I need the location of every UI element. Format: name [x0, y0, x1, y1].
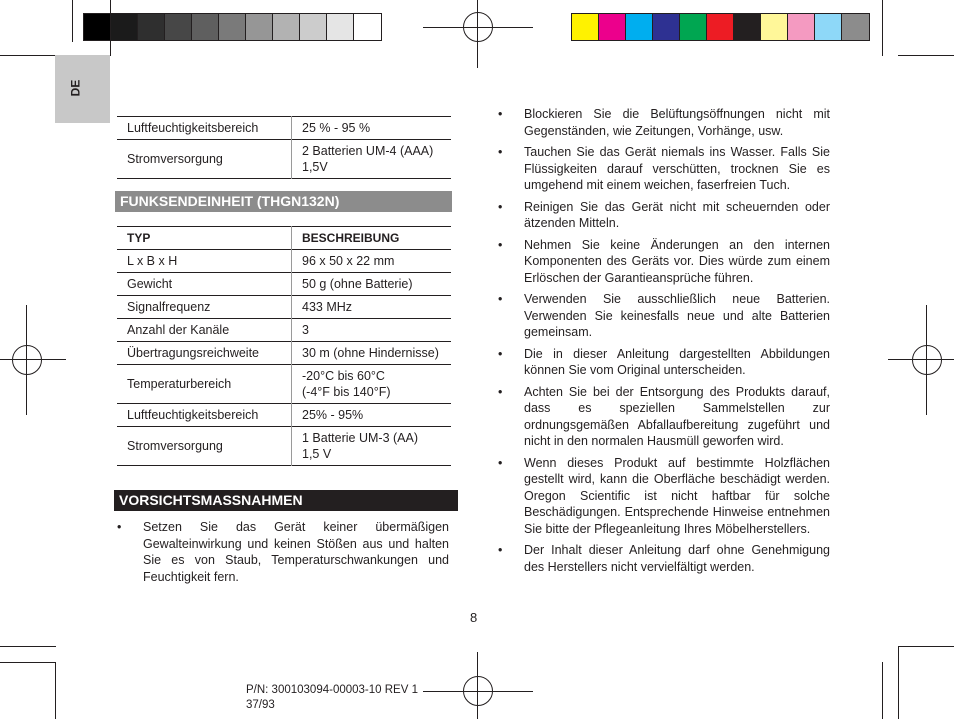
spec-value: 96 x 50 x 22 mm	[302, 254, 395, 268]
table-row	[117, 365, 451, 404]
color-swatch	[788, 14, 815, 40]
table-row	[117, 427, 451, 466]
crop-mark	[0, 646, 56, 647]
color-swatch	[761, 14, 788, 40]
spec-label: Luftfeuchtigkeitsbereich	[117, 404, 292, 427]
crop-mark	[72, 0, 73, 42]
bullet: •	[498, 107, 503, 121]
crop-mark	[55, 662, 56, 719]
column-header-description: BESCHREIBUNG	[302, 231, 400, 245]
crop-mark	[882, 0, 883, 56]
color-swatch	[354, 14, 381, 40]
spec-value: 30 m (ohne Hindernisse)	[302, 346, 439, 360]
spec-label: Luftfeuchtigkeitsbereich	[117, 117, 292, 140]
table-row	[117, 273, 451, 296]
color-swatch	[707, 14, 734, 40]
language-tab	[55, 55, 110, 123]
crop-mark	[477, 652, 478, 719]
spec-value	[292, 427, 452, 466]
spec-value-line: -20°C bis 60°C	[302, 369, 385, 383]
spec-label: Anzahl der Kanäle	[117, 319, 292, 342]
column-header-type: TYP	[117, 227, 292, 250]
crop-mark	[898, 55, 954, 56]
list-item	[498, 291, 830, 341]
spec-label: Stromversorgung	[117, 427, 292, 466]
section-heading-sensor: FUNKSENDEINHEIT (THGN132N)	[115, 191, 452, 212]
crop-mark	[888, 359, 954, 360]
grayscale-color-bar	[83, 13, 382, 41]
color-swatch	[572, 14, 599, 40]
list-item-text: Wenn dieses Produkt auf bestimmte Holzflächen gestellt wird, kann die Oberfläche beschädigt werden. Oregon Scientific ist nicht haftbar für solche Beschädigungen. Entsprechende Hinweise entnehmen Sie bitte der Pflegeanleitung Ihres Möbelherstellers.	[524, 455, 830, 536]
sensor-spec-table	[117, 226, 451, 466]
bullet: •	[498, 384, 503, 399]
spec-label: Übertragungsreichweite	[117, 342, 292, 365]
crop-mark	[0, 662, 56, 663]
list-item	[117, 519, 449, 585]
color-swatch	[653, 14, 680, 40]
list-item-text: Der Inhalt dieser Anleitung darf ohne Genehmigung des Herstellers nicht vervielfältigt werden.	[524, 543, 830, 574]
bullet: •	[498, 455, 503, 470]
color-swatch	[219, 14, 246, 40]
spec-value: 25 % - 95 %	[302, 121, 371, 135]
spec-label: Stromversorgung	[117, 140, 292, 179]
list-item-text: Achten Sie bei der Entsorgung des Produkts darauf, dass es speziellen Sammelstellen zur ordnungsgemäßen Abfallaufbereitung zugeführt und nicht in den normalen Hausmüll geworfen wird.	[524, 384, 830, 448]
table-row	[117, 140, 451, 179]
bullet: •	[498, 237, 503, 252]
list-item	[498, 346, 830, 379]
spec-label: L x B x H	[117, 250, 292, 273]
color-swatch	[734, 14, 761, 40]
spec-label: Gewicht	[117, 273, 292, 296]
list-item	[498, 542, 830, 575]
table-row	[117, 342, 451, 365]
bullet: •	[498, 292, 503, 306]
crop-mark	[477, 0, 478, 68]
spec-value: 3	[302, 323, 309, 337]
color-swatch	[626, 14, 653, 40]
list-item	[498, 106, 830, 139]
bullet: •	[498, 199, 503, 214]
crop-mark	[0, 359, 66, 360]
spec-value: 25% - 95%	[302, 408, 364, 422]
color-swatch	[300, 14, 327, 40]
page-number: 8	[470, 610, 478, 625]
list-item-text: Blockieren Sie die Belüftungsöffnungen nicht mit Gegenständen, wie Zeitungen, Vorhänge, usw.	[524, 107, 830, 138]
color-swatch	[84, 14, 111, 40]
list-item-text: Reinigen Sie das Gerät nicht mit scheuernden oder ätzenden Mitteln.	[524, 199, 830, 230]
bullet: •	[498, 145, 503, 159]
list-item-text: Nehmen Sie keine Änderungen an den internen Komponenten des Geräts vor. Dies würde zum einem Erlöschen der Garantieansprüche führen.	[524, 237, 830, 285]
spec-value: 433 MHz	[302, 300, 353, 314]
color-swatch	[815, 14, 842, 40]
footer-part-number: P/N: 300103094-00003-10 REV 1	[246, 684, 418, 696]
bullet: •	[498, 543, 503, 557]
crop-mark	[898, 646, 954, 647]
table-row	[117, 319, 451, 342]
list-item	[498, 237, 830, 287]
color-swatch	[246, 14, 273, 40]
crop-mark	[26, 305, 27, 415]
spec-value: 2 Batterien UM-4 (AAA) 1,5V	[302, 144, 434, 174]
registration-mark	[912, 345, 942, 375]
list-item-text: Verwenden Sie ausschließlich neue Batterien. Verwenden Sie keinesfalls neue und alte Batterien gemeinsam.	[524, 292, 830, 339]
crop-mark	[0, 55, 56, 56]
table-row	[117, 117, 451, 140]
precautions-list-right	[498, 106, 830, 580]
spec-value-line: 1 Batterie UM-3 (AA)	[302, 431, 419, 445]
footer-page-ref: 37/93	[246, 699, 275, 711]
color-swatch	[842, 14, 869, 40]
list-item	[498, 199, 830, 232]
color-swatch	[327, 14, 354, 40]
color-swatch	[192, 14, 219, 40]
color-swatch	[165, 14, 192, 40]
spec-label: Temperaturbereich	[117, 365, 292, 404]
spec-value	[292, 365, 452, 404]
bullet: •	[117, 520, 122, 534]
process-color-bar	[571, 13, 870, 41]
registration-mark	[12, 345, 42, 375]
continued-spec-table	[117, 116, 451, 179]
color-swatch	[599, 14, 626, 40]
list-item	[498, 455, 830, 538]
list-item	[498, 144, 830, 194]
spec-value-line: (-4°F bis 140°F)	[302, 385, 391, 399]
crop-mark	[898, 646, 899, 719]
list-item-text: Die in dieser Anleitung dargestellten Abbildungen können Sie vom Original unterscheiden.	[524, 346, 830, 377]
list-item-text: Setzen Sie das Gerät keiner übermäßigen Gewalteinwirkung und keinen Stößen aus und halten Sie es von Staub, Temperaturschwankungen und Feuchtigkeit fern.	[143, 520, 449, 584]
table-row	[117, 404, 451, 427]
color-swatch	[680, 14, 707, 40]
bullet: •	[498, 346, 503, 361]
table-header-row	[117, 227, 451, 250]
color-swatch	[138, 14, 165, 40]
crop-mark	[926, 305, 927, 415]
spec-value-line: 1,5 V	[302, 447, 332, 461]
table-row	[117, 296, 451, 319]
crop-mark	[882, 662, 883, 719]
spec-value: 50 g (ohne Batterie)	[302, 277, 413, 291]
list-item	[498, 384, 830, 450]
section-heading-precautions: VORSICHTSMASSNAHMEN	[114, 490, 458, 511]
crop-mark	[423, 27, 533, 28]
crop-mark	[423, 691, 533, 692]
language-tab-label: DE	[68, 79, 83, 97]
spec-label: Signalfrequenz	[117, 296, 292, 319]
precautions-list-left	[117, 519, 449, 590]
table-row	[117, 250, 451, 273]
color-swatch	[273, 14, 300, 40]
list-item-text: Tauchen Sie das Gerät niemals ins Wasser. Falls Sie Flüssigkeiten darauf verschütten, trocknen Sie es umgehend mit einem weichen, faserfreien Tuch.	[524, 145, 830, 192]
color-swatch	[111, 14, 138, 40]
